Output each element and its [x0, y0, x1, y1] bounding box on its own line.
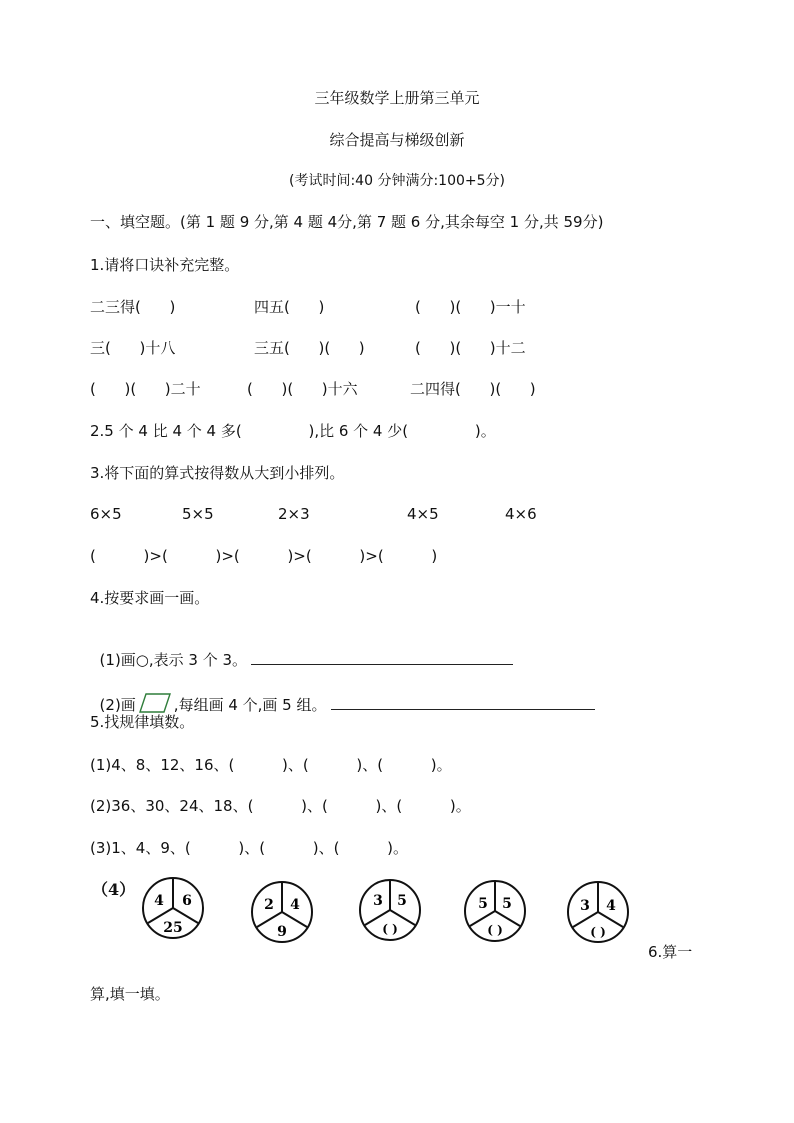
wheel-3-top-right: 5 — [397, 893, 407, 909]
question-6-continuation: 算,填一填。 — [90, 985, 170, 1003]
q1-row2-col1: 三( )十八 — [90, 339, 176, 357]
q4-part2-answer-line — [331, 695, 595, 710]
number-wheel-2 — [250, 880, 314, 944]
q1-row1-col1: 二三得( ) — [90, 298, 176, 316]
q4-part1 — [90, 630, 513, 670]
wheel-5-top-right: 4 — [606, 898, 616, 914]
q1-row3-col1: ( )( )二十 — [90, 380, 201, 398]
q5-part4-label: （4） — [92, 880, 136, 899]
wheel-4-bottom-blank: ( ) — [487, 923, 503, 937]
wheel-2-top-right: 4 — [290, 897, 300, 913]
q1-row2-col3: ( )( )十二 — [415, 339, 526, 357]
q1-row1-col2: 四五( ) — [254, 298, 325, 316]
q3-expr-5: 4×6 — [505, 505, 537, 523]
question-6-start: 6.算一 — [648, 943, 693, 961]
page-subtitle: 综合提高与梯级创新 — [329, 131, 465, 149]
wheel-1-bottom: 25 — [163, 920, 183, 936]
page-title: 三年级数学上册第三单元 — [314, 89, 480, 107]
question-2: 2.5 个 4 比 4 个 4 多( ),比 6 个 4 少( )。 — [90, 422, 496, 440]
q4-part1-answer-line — [251, 650, 513, 665]
q4-part1-text: (1)画○,表示 3 个 3。 — [99, 651, 248, 669]
wheel-2-bottom: 9 — [277, 924, 287, 940]
wheel-2-top-left: 2 — [264, 897, 274, 913]
q5-part1: (1)4、8、12、16、( )、( )、( )。 — [90, 756, 452, 774]
wheel-1-top-left: 4 — [154, 893, 164, 909]
number-wheel-5 — [566, 880, 630, 944]
wheel-4-top-right: 5 — [502, 896, 512, 912]
wheel-5-top-left: 3 — [580, 898, 590, 914]
question-3-title: 3.将下面的算式按得数从大到小排列。 — [90, 464, 345, 482]
question-4-title: 4.按要求画一画。 — [90, 589, 210, 607]
q1-row3-col3: 二四得( )( ) — [410, 380, 536, 398]
q3-expr-2: 5×5 — [182, 505, 214, 523]
q1-row1-col3: ( )( )一十 — [415, 298, 526, 316]
q4-part2-text-before: (2)画 — [99, 696, 136, 714]
q3-expr-4: 4×5 — [407, 505, 439, 523]
question-1-title: 1.请将口诀补充完整。 — [90, 256, 240, 274]
q1-row2-col2: 三五( )( ) — [254, 339, 365, 357]
wheel-4-top-left: 5 — [478, 896, 488, 912]
number-wheel-4 — [463, 879, 527, 943]
exam-info: (考试时间:40 分钟满分:100+5分) — [289, 173, 505, 189]
q4-part2-text-after: ,每组画 4 个,画 5 组。 — [173, 696, 327, 714]
q1-row3-col2: ( )( )十六 — [247, 380, 358, 398]
wheel-3-bottom-blank: ( ) — [382, 922, 398, 936]
q3-order-line: ( )>( )>( )>( )>( ) — [90, 547, 438, 565]
question-5-title: 5.找规律填数。 — [90, 713, 195, 731]
number-wheel-1 — [141, 876, 205, 940]
q5-part2: (2)36、30、24、18、( )、( )、( )。 — [90, 797, 471, 815]
number-wheel-3 — [358, 878, 422, 942]
section-heading: 一、填空题。(第 1 题 9 分,第 4 题 4分,第 7 题 6 分,其余每空 1 分,共 59分) — [90, 213, 604, 231]
q3-expr-1: 6×5 — [90, 505, 122, 523]
wheel-3-top-left: 3 — [373, 893, 383, 909]
q3-expr-3: 2×3 — [278, 505, 310, 523]
wheel-5-bottom-blank: ( ) — [590, 925, 606, 939]
q5-part3: (3)1、4、9、( )、( )、( )。 — [90, 839, 409, 857]
wheel-1-top-right: 6 — [182, 893, 192, 909]
